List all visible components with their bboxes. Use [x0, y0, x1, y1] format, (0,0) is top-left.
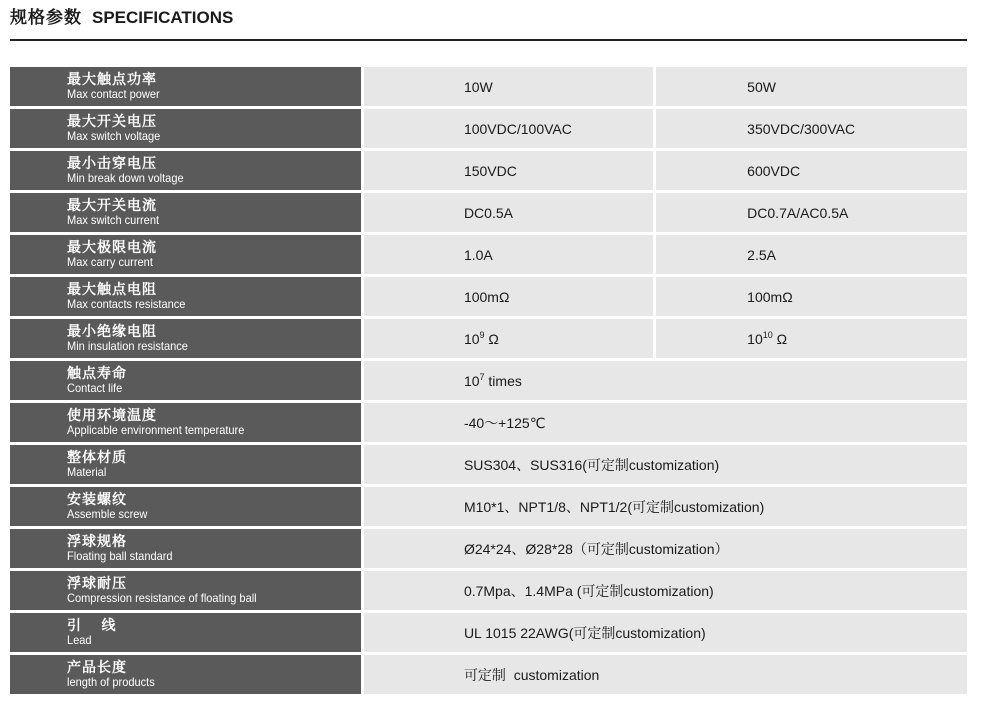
label-en: length of products: [67, 675, 155, 689]
row-label: [10, 487, 361, 526]
value-text: 100mΩ: [463, 288, 510, 305]
value-text: 150VDC: [463, 162, 517, 179]
value-text: DC0.5A: [463, 204, 513, 221]
value-text: Ø24*24、Ø28*28（可定制customization）: [463, 540, 729, 557]
value-text: $10^7$ times: [463, 371, 522, 389]
label-cn: 浮球耐压: [67, 575, 127, 591]
table-row: [10, 655, 967, 694]
label-en: Floating ball standard: [67, 549, 173, 563]
table-row: [10, 361, 967, 400]
value-text: SUS304、SUS316(可定制customization): [463, 456, 720, 473]
row-label: [10, 655, 361, 694]
value-cell: [656, 193, 967, 232]
value-text: 0.7Mpa、1.4MPa (可定制customization): [463, 582, 714, 599]
label-cn: 最小绝缘电阻: [67, 323, 157, 339]
value-cell: [364, 151, 653, 190]
label-cn: 引 线: [67, 617, 117, 633]
label-en: Max switch voltage: [67, 129, 161, 143]
value-cell: [364, 109, 653, 148]
page-header: [10, 3, 233, 25]
value-text: UL 1015 22AWG(可定制customization): [463, 624, 706, 641]
value-cell: [364, 655, 967, 694]
value-text: $10^9$ Ω: [463, 329, 499, 347]
label-en: Max contacts resistance: [67, 297, 186, 311]
label-cn: 最大触点电阻: [67, 281, 157, 297]
value-cell: [656, 109, 967, 148]
label-cn: 最大开关电流: [67, 197, 157, 213]
table-row: [10, 193, 967, 232]
table-row: [10, 403, 967, 442]
row-label: [10, 319, 361, 358]
row-label: [10, 151, 361, 190]
table-row: [10, 445, 967, 484]
label-en: Max carry current: [67, 255, 153, 269]
label-en: Min break down voltage: [67, 171, 184, 185]
row-label: [10, 403, 361, 442]
table-row: [10, 571, 967, 610]
label-cn: 安装螺纹: [67, 491, 127, 507]
value-text: 100VDC/100VAC: [463, 120, 572, 137]
label-en: Max contact power: [67, 87, 160, 101]
value-cell: [656, 151, 967, 190]
table-row: [10, 235, 967, 274]
label-cn: 触点寿命: [67, 365, 127, 381]
value-text: $10^{10}$ Ω: [747, 329, 788, 347]
table-row: [10, 613, 967, 652]
label-cn: 整体材质: [67, 449, 127, 465]
label-cn: 最大极限电流: [67, 239, 157, 255]
value-text: 可定制 customization: [463, 666, 600, 683]
label-en: Assemble screw: [67, 507, 148, 521]
row-label: [10, 67, 361, 106]
value-text: 1.0A: [463, 246, 493, 263]
value-text: 100mΩ: [747, 288, 793, 305]
label-en: Applicable environment temperature: [67, 423, 245, 437]
value-text: 2.5A: [747, 246, 776, 263]
value-cell: [656, 319, 967, 358]
label-en: Max switch current: [67, 213, 160, 227]
row-label: [10, 571, 361, 610]
value-cell: [656, 277, 967, 316]
row-label: [10, 277, 361, 316]
label-cn: 最小击穿电压: [67, 155, 157, 171]
value-cell: [364, 361, 967, 400]
value-cell: [364, 571, 967, 610]
label-cn: 最大开关电压: [67, 113, 157, 129]
label-en: Contact life: [67, 381, 123, 395]
value-text: 600VDC: [747, 162, 801, 179]
page-title-en: SPECIFICATIONS: [92, 8, 234, 27]
table-row: [10, 529, 967, 568]
value-cell: [656, 235, 967, 274]
value-text: 10W: [463, 78, 493, 95]
value-cell: [364, 613, 967, 652]
value-cell: [364, 529, 967, 568]
value-cell: [364, 487, 967, 526]
table-row: [10, 67, 967, 106]
value-cell: [364, 403, 967, 442]
row-label: [10, 613, 361, 652]
label-cn: 使用环境温度: [67, 407, 157, 423]
row-label: [10, 445, 361, 484]
value-text: M10*1、NPT1/8、NPT1/2(可定制customization): [463, 498, 765, 515]
table-row: [10, 277, 967, 316]
value-cell: [364, 445, 967, 484]
value-text: 50W: [747, 78, 776, 95]
value-cell: [364, 67, 653, 106]
value-text: DC0.7A/AC0.5A: [747, 204, 849, 221]
value-text: -40～+125℃: [463, 414, 546, 431]
page-title-cn: 规格参数: [10, 8, 82, 27]
row-label: [10, 529, 361, 568]
table-row: [10, 487, 967, 526]
label-en: Min insulation resistance: [67, 339, 188, 353]
table-row: [10, 151, 967, 190]
value-text: 350VDC/300VAC: [747, 120, 856, 137]
row-label: [10, 193, 361, 232]
value-cell: [364, 193, 653, 232]
specifications-table: [10, 64, 967, 697]
label-cn: 最大触点功率: [67, 71, 157, 87]
value-cell: [364, 277, 653, 316]
label-en: Compression resistance of floating ball: [67, 591, 257, 605]
row-label: [10, 109, 361, 148]
label-cn: 浮球规格: [67, 533, 127, 549]
header-divider: [10, 39, 967, 41]
table-row: [10, 319, 967, 358]
label-cn: 产品长度: [67, 659, 127, 675]
row-label: [10, 361, 361, 400]
value-cell: [364, 235, 653, 274]
value-cell: [656, 67, 967, 106]
label-en: Lead: [67, 633, 92, 647]
row-label: [10, 235, 361, 274]
label-en: Material: [67, 465, 107, 479]
table-row: [10, 109, 967, 148]
value-cell: [364, 319, 653, 358]
